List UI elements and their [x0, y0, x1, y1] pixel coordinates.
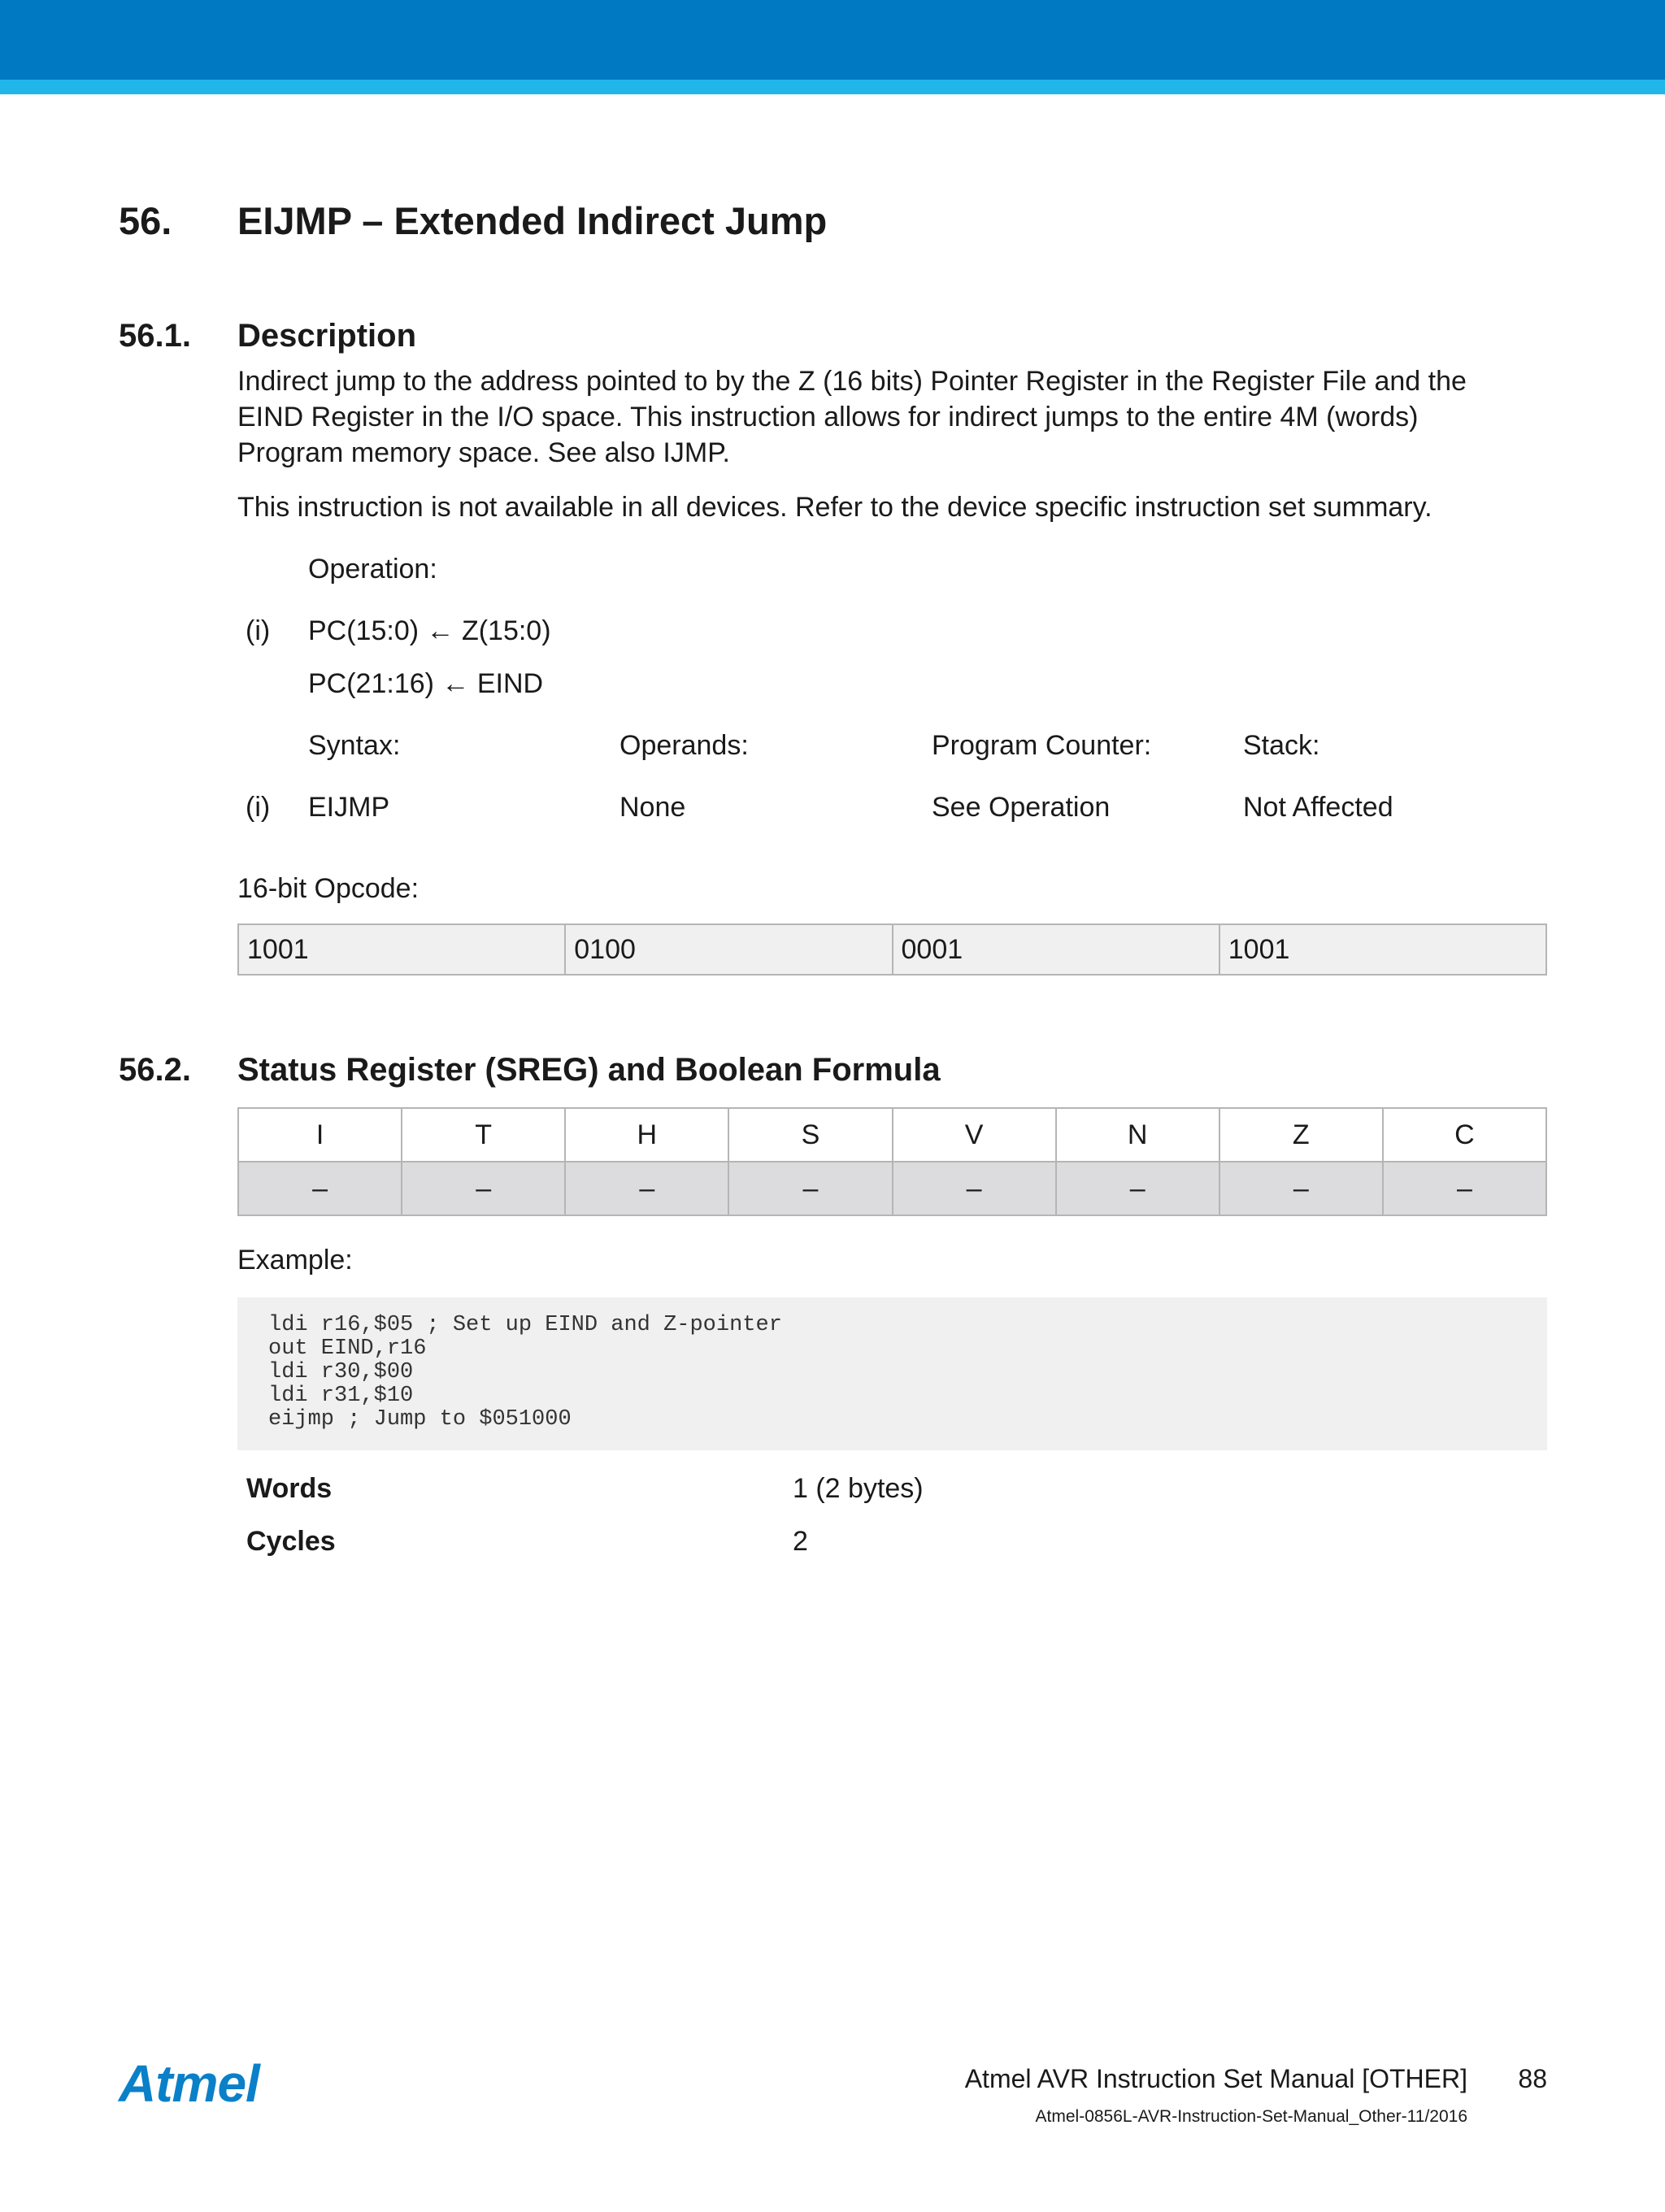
sreg-value: –: [1219, 1162, 1383, 1215]
operands-header: Operands:: [619, 730, 749, 761]
stack-value: Not Affected: [1243, 792, 1393, 823]
availability-note: This instruction is not available in all devices. Refer to the device specific instruction set summary.: [237, 492, 1432, 523]
cycles-value: 2: [793, 1526, 808, 1557]
sreg-value: –: [728, 1162, 892, 1215]
operation-line: PC(21:16) ← EIND: [308, 668, 544, 699]
words-label: Words: [246, 1473, 333, 1504]
atmel-logo: Atmel: [119, 2054, 259, 2113]
sreg-heading: Status Register (SREG) and Boolean Formula: [237, 1052, 941, 1088]
sreg-flag: I: [238, 1108, 402, 1162]
sreg-value-row: [238, 1162, 1546, 1215]
sreg-value: –: [565, 1162, 728, 1215]
page-number: 88: [1518, 2064, 1547, 2093]
footer-manual-title: Atmel AVR Instruction Set Manual [OTHER]: [964, 2064, 1467, 2093]
sreg-flag: S: [728, 1108, 892, 1162]
opcode-cell: 0001: [893, 924, 1219, 975]
sreg-flag: Z: [1219, 1108, 1383, 1162]
description-line: EIND Register in the I/O space. This instruction allows for indirect jumps to the entire 4M (words): [237, 402, 1419, 432]
opcode-cell: 1001: [238, 924, 565, 975]
sreg-table: [237, 1107, 1547, 1216]
operands-value: None: [619, 792, 686, 823]
sreg-flag-row: [238, 1108, 1546, 1162]
operation-label: Operation:: [308, 554, 437, 585]
words-value: 1 (2 bytes): [793, 1473, 924, 1504]
description-line: Indirect jump to the address pointed to by the Z (16 bits) Pointer Register in the Register File and the: [237, 366, 1467, 397]
operation-line: PC(15:0) ← Z(15:0): [308, 615, 551, 646]
syntax-header: Syntax:: [308, 730, 401, 761]
sreg-flag: V: [893, 1108, 1056, 1162]
section-title: EIJMP – Extended Indirect Jump: [237, 199, 828, 242]
opcode-cell: 0100: [565, 924, 892, 975]
stack-header: Stack:: [1243, 730, 1320, 761]
opcode-label: 16-bit Opcode:: [237, 873, 420, 904]
opcode-table: [237, 923, 1547, 976]
program-counter-value: See Operation: [932, 792, 1111, 823]
sreg-flag: N: [1056, 1108, 1219, 1162]
sreg-flag: T: [402, 1108, 565, 1162]
operation-index: (i): [246, 615, 271, 646]
header-stripe: [0, 80, 1665, 94]
sreg-value: –: [893, 1162, 1056, 1215]
description-heading: Description: [237, 318, 417, 354]
syntax-index: (i): [246, 792, 271, 823]
header-bar: [0, 0, 1665, 80]
sreg-value: –: [1383, 1162, 1546, 1215]
footer-doc-id: Atmel-0856L-AVR-Instruction-Set-Manual_Other-11/2016: [1035, 2107, 1467, 2126]
code-block: ldi r16,$05 ; Set up EIND and Z-pointer out EIND,r16 ldi r30,$00 ldi r31,$10 eijmp ; Jump to $051000: [268, 1313, 782, 1432]
sreg-flag: C: [1383, 1108, 1546, 1162]
example-label: Example:: [237, 1245, 353, 1275]
description-number: 56.1.: [119, 318, 191, 354]
sreg-value: –: [238, 1162, 402, 1215]
opcode-cell: 1001: [1219, 924, 1546, 975]
sreg-number: 56.2.: [119, 1052, 191, 1088]
code-example: [237, 1297, 1547, 1450]
sreg-value: –: [1056, 1162, 1219, 1215]
opcode-row: [238, 924, 1546, 975]
description-paragraph: [237, 363, 1467, 471]
cycles-label: Cycles: [246, 1526, 336, 1557]
sreg-flag: H: [565, 1108, 728, 1162]
program-counter-header: Program Counter:: [932, 730, 1152, 761]
description-line: Program memory space. See also IJMP.: [237, 437, 730, 468]
section-number: 56.: [119, 199, 172, 242]
sreg-value: –: [402, 1162, 565, 1215]
syntax-value: EIJMP: [308, 792, 390, 823]
